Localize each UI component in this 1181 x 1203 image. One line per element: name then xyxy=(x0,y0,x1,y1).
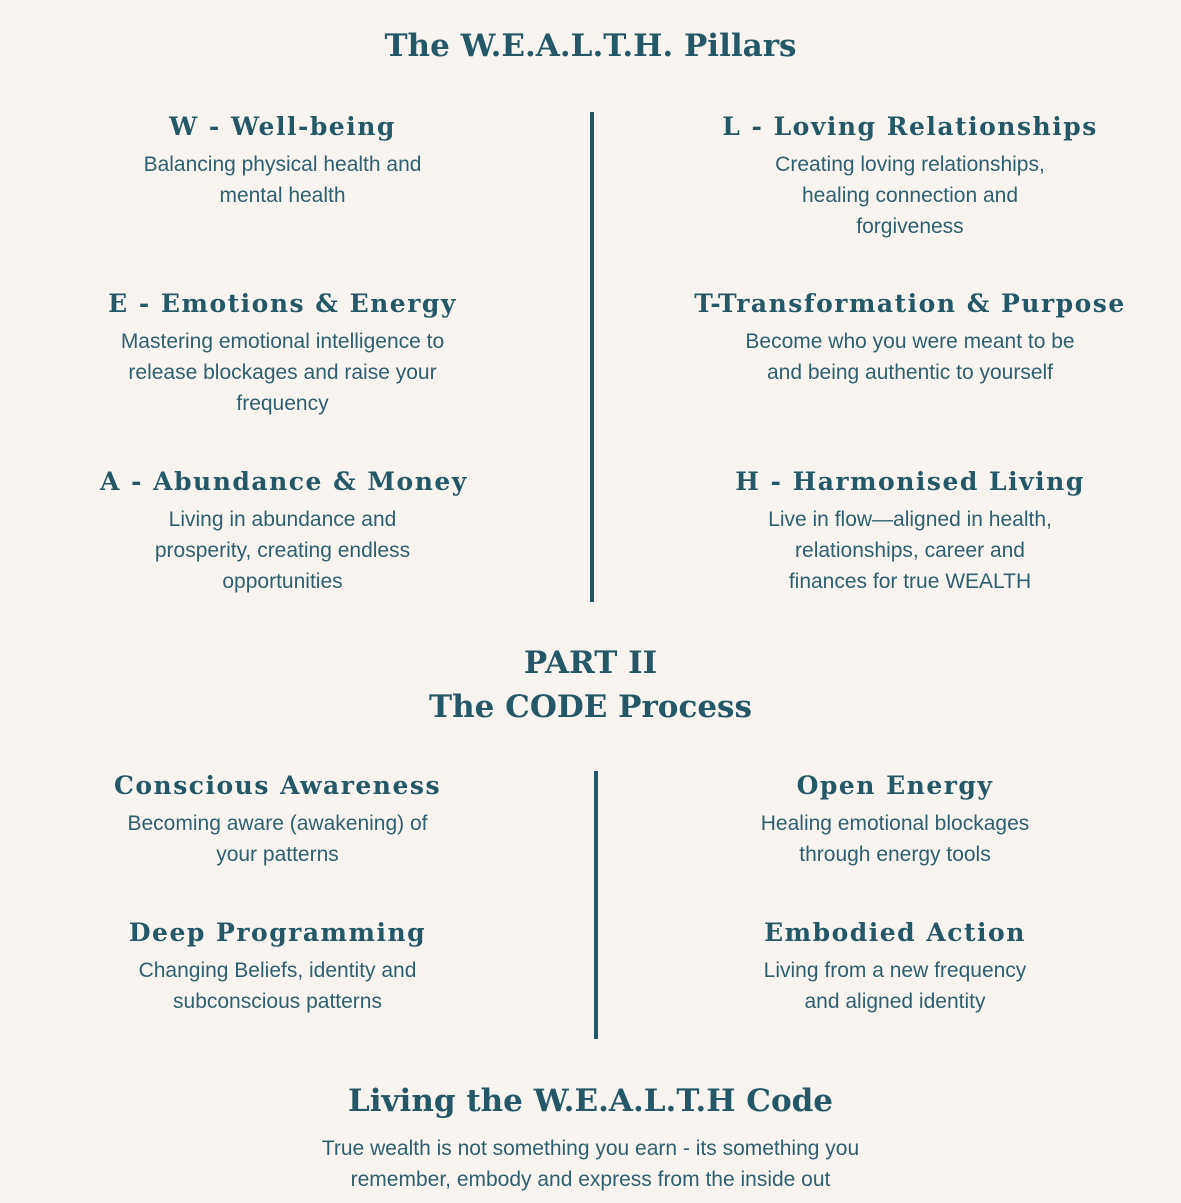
code-e xyxy=(710,918,1080,1017)
pillar-heading: H - Harmonised Living xyxy=(735,467,1085,496)
pillar-heading: L - Loving Relationships xyxy=(722,112,1098,141)
code-d xyxy=(90,918,465,1017)
code-o xyxy=(710,771,1080,870)
code-heading: Embodied Action xyxy=(764,918,1026,947)
pillar-description: Balancing physical health and mental health xyxy=(143,153,422,207)
closing-line-1: True wealth is not something you earn - its something you xyxy=(321,1137,860,1160)
pillar-w xyxy=(100,112,465,211)
code-description: Living from a new frequency and aligned identity xyxy=(763,959,1027,1013)
code-c xyxy=(90,771,465,870)
closing-line-2: remember, embody and express from the inside out xyxy=(350,1168,831,1191)
pillar-description: Mastering emotional intelligence to release blockages and raise your frequency xyxy=(120,330,445,415)
code-description: Changing Beliefs, identity and subconscious patterns xyxy=(138,959,417,1013)
pillar-description: Become who you were meant to be and being authentic to yourself xyxy=(745,330,1075,384)
pillar-description: Live in flow—aligned in health, relationships, career and finances for true WEALTH xyxy=(768,508,1052,593)
pillar-l xyxy=(690,112,1130,242)
code-heading: Conscious Awareness xyxy=(113,771,442,800)
section-title: The CODE Process xyxy=(429,689,752,725)
pillar-h xyxy=(690,467,1130,597)
pillars-divider xyxy=(590,112,594,602)
pillar-e xyxy=(100,289,465,419)
pillar-heading: A - Abundance & Money xyxy=(100,467,468,496)
code-description: Healing emotional blockages through energy tools xyxy=(760,812,1030,866)
code-heading: Deep Programming xyxy=(128,918,427,947)
pillar-description: Living in abundance and prosperity, creating endless opportunities xyxy=(154,508,411,593)
pillar-a xyxy=(100,467,468,597)
part-label: PART II xyxy=(523,645,658,681)
page-title: The W.E.A.L.T.H. Pillars xyxy=(384,28,797,64)
closing-title: Living the W.E.A.L.T.H Code xyxy=(347,1083,834,1119)
pillar-heading: E - Emotions & Energy xyxy=(108,289,457,318)
code-divider xyxy=(594,771,598,1039)
code-heading: Open Energy xyxy=(796,771,994,800)
pillar-heading: W - Well-being xyxy=(169,112,396,141)
pillar-t xyxy=(690,289,1130,388)
pillar-heading: T-Transformation & Purpose xyxy=(694,289,1126,318)
code-description: Becoming aware (awakening) of your patterns xyxy=(127,812,428,866)
pillar-description: Creating loving relationships, healing connection and forgiveness xyxy=(775,153,1045,238)
